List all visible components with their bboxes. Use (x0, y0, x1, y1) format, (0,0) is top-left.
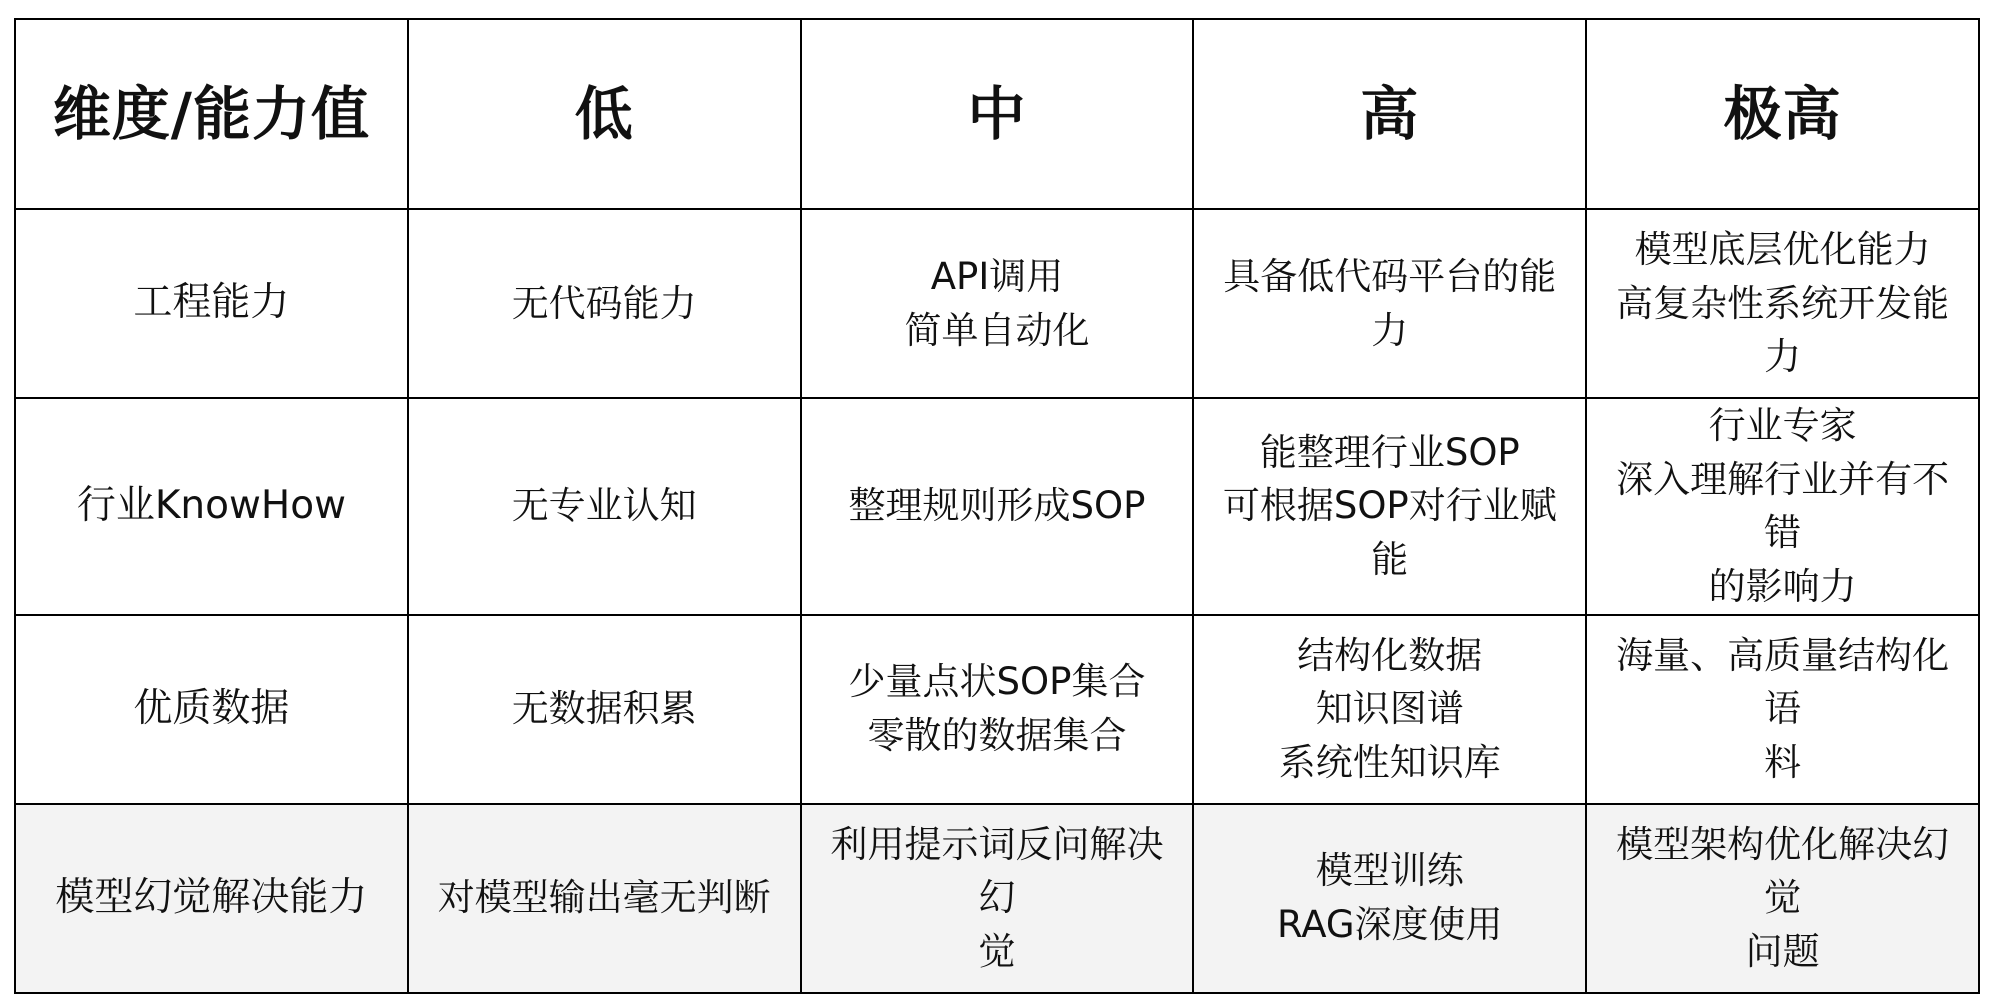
capability-matrix (14, 18, 1980, 973)
cell-line: 觉 (978, 929, 1016, 973)
row-label-quality-data: 优质数据 (15, 615, 408, 804)
header-very-high: 极高 (1586, 19, 1979, 209)
cell-line: 零散的数据集合 (867, 714, 1127, 758)
table-row-engineering (15, 209, 1979, 398)
row-label-industry-knowhow: 行业KnowHow (15, 398, 408, 615)
cell-line: 高复杂性系统开发能力 (1616, 281, 1950, 379)
cell-line: 系统性知识库 (1278, 740, 1501, 784)
table-cell (1586, 615, 1979, 804)
table-cell (408, 615, 801, 804)
table-row-quality-data (15, 615, 1979, 804)
cell-line: 海量、高质量结构化语 (1616, 633, 1950, 731)
header-dimension: 维度/能力值 (15, 19, 408, 209)
cell-line: 利用提示词反问解决幻 (830, 822, 1164, 920)
cell-line: 简单自动化 (904, 308, 1090, 352)
cell-line: 整理规则形成SOP (848, 484, 1146, 528)
cell-line: 无专业认知 (511, 484, 697, 528)
header-medium: 中 (801, 19, 1194, 209)
cell-line: 模型底层优化能力 (1634, 228, 1931, 272)
table-cell (1193, 615, 1586, 804)
cell-line: 模型训练 (1315, 849, 1464, 893)
table-cell (801, 209, 1194, 398)
cell-line: RAG深度使用 (1277, 903, 1503, 947)
header-low: 低 (408, 19, 801, 209)
cell-line: 可根据SOP对行业赋能 (1222, 484, 1557, 582)
cell-line: 无代码能力 (511, 281, 697, 325)
cell-line: 具备低代码平台的能力 (1223, 254, 1557, 352)
cell-line: 知识图谱 (1315, 687, 1464, 731)
cell-line: 能整理行业SOP (1259, 430, 1520, 474)
capability-table (14, 18, 1980, 994)
cell-line: 深入理解行业并有不错 (1616, 457, 1950, 555)
cell-line: 行业专家 (1708, 404, 1857, 447)
table-cell (1586, 804, 1979, 993)
header-row (15, 19, 1979, 209)
table-cell (1193, 398, 1586, 615)
table-cell (801, 804, 1194, 993)
table-header (15, 19, 1979, 209)
header-high: 高 (1193, 19, 1586, 209)
table-cell (1586, 209, 1979, 398)
table-cell (1586, 398, 1979, 615)
cell-line: 结构化数据 (1297, 633, 1483, 677)
cell-line: API调用 (930, 254, 1064, 298)
cell-line: 无数据积累 (511, 687, 697, 731)
cell-line: 少量点状SOP集合 (848, 660, 1146, 704)
table-cell (1193, 804, 1586, 993)
cell-line: 模型架构优化解决幻觉 (1616, 822, 1950, 920)
table-cell (801, 615, 1194, 804)
table-row-industry-knowhow (15, 398, 1979, 615)
cell-line: 料 (1764, 740, 1802, 784)
table-cell (408, 209, 801, 398)
table-cell (1193, 209, 1586, 398)
table-row-hallucination-handling (15, 804, 1979, 993)
table-body (15, 209, 1979, 993)
table-cell (408, 804, 801, 993)
row-label-hallucination-handling: 模型幻觉解决能力 (15, 804, 408, 993)
table-cell (801, 398, 1194, 615)
cell-line: 的影响力 (1708, 564, 1857, 608)
cell-line: 问题 (1745, 929, 1820, 973)
cell-line: 对模型输出毫无判断 (437, 876, 771, 920)
table-cell (408, 398, 801, 615)
row-label-engineering: 工程能力 (15, 209, 408, 398)
